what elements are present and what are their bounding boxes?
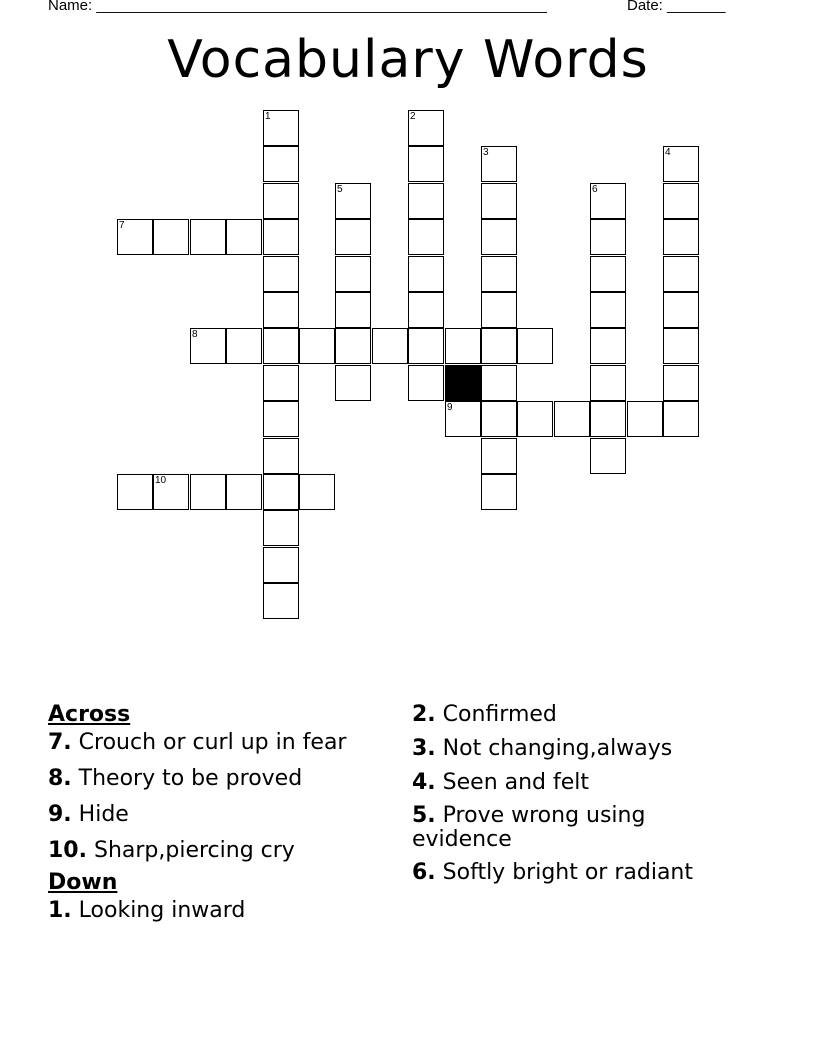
clue-down-4	[412, 770, 742, 796]
cell-number: 2	[410, 111, 416, 122]
crossword-cell[interactable]	[226, 474, 262, 510]
clue-text: Hide	[71, 802, 129, 827]
clue-text: Confirmed	[435, 702, 557, 727]
clues-left-column	[48, 700, 388, 934]
crossword-cell[interactable]	[263, 183, 299, 219]
clues-right-column	[412, 702, 742, 896]
clue-number: 10.	[48, 838, 87, 863]
clue-number: 7.	[48, 730, 72, 755]
clue-text: Softly bright or radiant	[435, 860, 694, 885]
crossword-cell[interactable]	[190, 474, 226, 510]
clue-number: 4.	[412, 770, 436, 795]
crossword-cell[interactable]	[663, 146, 699, 182]
clue-down-5	[412, 804, 712, 852]
clue-number: 9.	[48, 802, 72, 827]
cell-number: 7	[119, 220, 125, 231]
clue-text: Theory to be proved	[71, 766, 303, 791]
crossword-cell[interactable]	[263, 365, 299, 401]
crossword-cell[interactable]	[335, 256, 371, 292]
crossword-cell[interactable]	[263, 110, 299, 146]
clue-number: 2.	[412, 702, 436, 727]
clue-across-9	[48, 802, 388, 828]
crossword-cell[interactable]	[335, 219, 371, 255]
crossword-cell[interactable]	[263, 328, 299, 364]
clue-text: Sharp,piercing cry	[86, 838, 295, 863]
crossword-cell[interactable]	[263, 438, 299, 474]
crossword-cell[interactable]	[299, 328, 335, 364]
crossword-cell[interactable]	[590, 438, 626, 474]
cell-number: 3	[483, 147, 489, 158]
crossword-cell[interactable]	[590, 401, 626, 437]
crossword-cell[interactable]	[408, 110, 444, 146]
crossword-cell[interactable]	[481, 292, 517, 328]
cell-number: 6	[592, 184, 598, 195]
crossword-cell[interactable]	[663, 292, 699, 328]
crossword-cell[interactable]	[263, 401, 299, 437]
crossword-cell[interactable]	[663, 183, 699, 219]
crossword-cell[interactable]	[263, 146, 299, 182]
crossword-cell[interactable]	[590, 256, 626, 292]
crossword-cell[interactable]	[590, 219, 626, 255]
cell-number: 10	[155, 475, 167, 486]
clue-number: 3.	[412, 736, 436, 761]
crossword-cell[interactable]	[263, 547, 299, 583]
crossword-cell[interactable]	[263, 583, 299, 619]
crossword-cell[interactable]	[372, 328, 408, 364]
crossword-cell[interactable]	[408, 365, 444, 401]
crossword-cell[interactable]	[153, 219, 189, 255]
crossword-cell[interactable]	[481, 219, 517, 255]
crossword-cell[interactable]	[335, 183, 371, 219]
across-heading: Across	[48, 702, 131, 727]
date-field-line: Date: _______	[627, 0, 726, 14]
crossword-cell[interactable]	[226, 328, 262, 364]
clue-text: Looking inward	[71, 898, 246, 923]
crossword-cell[interactable]	[445, 401, 481, 437]
crossword-cell[interactable]	[663, 219, 699, 255]
clue-down-3	[412, 736, 742, 762]
cell-number: 1	[265, 111, 271, 122]
clue-across-7	[48, 730, 388, 756]
clue-text: Crouch or curl up in fear	[71, 730, 347, 755]
crossword-cell[interactable]	[663, 256, 699, 292]
cell-number: 9	[447, 402, 453, 413]
crossword-cell[interactable]	[590, 183, 626, 219]
crossword-cell[interactable]	[481, 401, 517, 437]
clue-down-2	[412, 702, 742, 728]
clue-number: 6.	[412, 860, 436, 885]
crossword-cell[interactable]	[590, 365, 626, 401]
crossword-cell[interactable]	[481, 438, 517, 474]
crossword-cell[interactable]	[263, 219, 299, 255]
crossword-cell[interactable]	[517, 328, 553, 364]
crossword-cell[interactable]	[408, 256, 444, 292]
crossword-cell[interactable]	[335, 292, 371, 328]
crossword-cell[interactable]	[481, 365, 517, 401]
crossword-cell[interactable]	[481, 474, 517, 510]
crossword-cell[interactable]	[445, 328, 481, 364]
crossword-cell[interactable]	[190, 328, 226, 364]
crossword-cell[interactable]	[408, 183, 444, 219]
crossword-cell[interactable]	[263, 510, 299, 546]
clue-number: 5.	[412, 803, 436, 828]
black-cell	[445, 365, 481, 401]
clue-text: Seen and felt	[435, 770, 590, 795]
crossword-cell[interactable]	[190, 219, 226, 255]
crossword-cell[interactable]	[663, 365, 699, 401]
name-field-line: Name: ______________________________________________________	[48, 0, 547, 14]
crossword-cell[interactable]	[117, 474, 153, 510]
crossword-cell[interactable]	[481, 183, 517, 219]
cell-number: 4	[665, 147, 671, 158]
crossword-cell[interactable]	[153, 474, 189, 510]
clue-text: Not changing,always	[435, 736, 673, 761]
cell-number: 5	[337, 184, 343, 195]
crossword-cell[interactable]	[263, 256, 299, 292]
crossword-cell[interactable]	[517, 401, 553, 437]
crossword-cell[interactable]	[663, 401, 699, 437]
crossword-cell[interactable]	[408, 146, 444, 182]
crossword-cell[interactable]	[663, 328, 699, 364]
page-title: Vocabulary Words	[167, 30, 649, 90]
crossword-cell[interactable]	[627, 401, 663, 437]
clue-down-6	[412, 860, 742, 886]
crossword-cell[interactable]	[554, 401, 590, 437]
clue-down-1	[48, 898, 388, 924]
crossword-cell[interactable]	[408, 328, 444, 364]
crossword-cell[interactable]	[590, 328, 626, 364]
crossword-cell[interactable]	[226, 219, 262, 255]
crossword-cell[interactable]	[335, 365, 371, 401]
clue-number: 1.	[48, 898, 72, 923]
crossword-cell[interactable]	[299, 474, 335, 510]
crossword-cell[interactable]	[408, 219, 444, 255]
crossword-cell[interactable]	[481, 146, 517, 182]
crossword-cell[interactable]	[117, 219, 153, 255]
crossword-cell[interactable]	[335, 328, 371, 364]
down-heading: Down	[48, 870, 118, 895]
cell-number: 8	[192, 329, 198, 340]
crossword-cell[interactable]	[590, 292, 626, 328]
crossword-cell[interactable]	[263, 474, 299, 510]
clue-across-10	[48, 838, 388, 864]
crossword-cell[interactable]	[481, 328, 517, 364]
clue-across-8	[48, 766, 388, 792]
crossword-cell[interactable]	[263, 292, 299, 328]
crossword-cell[interactable]	[408, 292, 444, 328]
clue-number: 8.	[48, 766, 72, 791]
crossword-cell[interactable]	[481, 256, 517, 292]
clue-text: Prove wrong using evidence	[412, 803, 646, 852]
